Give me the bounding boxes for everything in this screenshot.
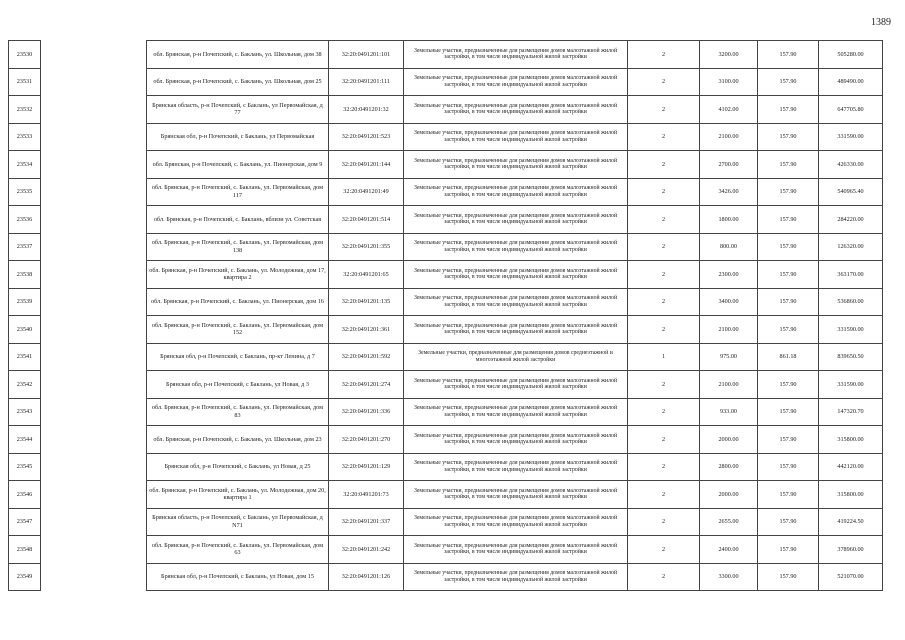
area-cell: 1800.00	[700, 206, 758, 234]
cadastral-number-cell: 32:20:0491201:32	[329, 96, 404, 124]
blank-column	[41, 206, 147, 234]
category-cell: 2	[628, 426, 700, 454]
blank-column	[41, 316, 147, 344]
table-row	[9, 68, 883, 96]
cadastral-number-cell: 32:20:0491201:126	[329, 563, 404, 591]
row-number: 23540	[9, 316, 41, 344]
area-cell: 2000.00	[700, 481, 758, 509]
rate-cell: 157.90	[758, 261, 819, 289]
rate-cell: 157.90	[758, 206, 819, 234]
address-cell: обл. Брянская, р-н Почепский, с. Баклань, ул. Школьная, дом 25	[147, 68, 329, 96]
category-cell: 2	[628, 563, 700, 591]
address-cell: Брянская обл, р-н Почепский, с Баклань, ул Новая, дом 15	[147, 563, 329, 591]
address-cell: обл. Брянская, р-н Почепский, с. Баклань, вблизи ул. Советская	[147, 206, 329, 234]
rate-cell: 157.90	[758, 151, 819, 179]
cost-cell: 442120.00	[819, 453, 883, 481]
address-cell: обл. Брянская, р-н Почепский, с. Баклань, ул. Молодежная, дом 20, квартира 1	[147, 481, 329, 509]
cost-cell: 540965.40	[819, 178, 883, 206]
category-cell: 2	[628, 316, 700, 344]
category-cell: 2	[628, 536, 700, 564]
land-use-cell: Земельные участки, предназначенные для размещения домов малоэтажной жилой застройки, в том числе индивидуальной жилой застройки	[404, 398, 628, 426]
category-cell: 2	[628, 206, 700, 234]
area-cell: 4102.00	[700, 96, 758, 124]
land-use-cell: Земельные участки, предназначенные для размещения домов малоэтажной жилой застройки, в том числе индивидуальной жилой застройки	[404, 563, 628, 591]
blank-column	[41, 151, 147, 179]
row-number: 23539	[9, 288, 41, 316]
cost-cell: 315800.00	[819, 481, 883, 509]
category-cell: 2	[628, 96, 700, 124]
area-cell: 2400.00	[700, 536, 758, 564]
rate-cell: 157.90	[758, 563, 819, 591]
cadastral-number-cell: 32:20:0491201:361	[329, 316, 404, 344]
category-cell: 1	[628, 343, 700, 371]
blank-column	[41, 343, 147, 371]
blank-column	[41, 261, 147, 289]
cadastral-number-cell: 32:20:0491201:337	[329, 508, 404, 536]
address-cell: обл. Брянская, р-н Почепский, с. Баклань, ул. Первомайская, дом 117	[147, 178, 329, 206]
area-cell: 3100.00	[700, 68, 758, 96]
cadastral-number-cell: 32:20:0491201:514	[329, 206, 404, 234]
area-cell: 2800.00	[700, 453, 758, 481]
rate-cell: 157.90	[758, 123, 819, 151]
rate-cell: 157.90	[758, 453, 819, 481]
table-row	[9, 316, 883, 344]
cost-cell: 284220.00	[819, 206, 883, 234]
table-row	[9, 398, 883, 426]
row-number: 23543	[9, 398, 41, 426]
cost-cell: 426330.00	[819, 151, 883, 179]
cost-cell: 315800.00	[819, 426, 883, 454]
rate-cell: 157.90	[758, 481, 819, 509]
blank-column	[41, 453, 147, 481]
address-cell: обл. Брянская, р-н Почепский, с. Баклань, ул. Первомайская, дом 63	[147, 536, 329, 564]
category-cell: 2	[628, 68, 700, 96]
land-use-cell: Земельные участки, предназначенные для размещения домов малоэтажной жилой застройки, в том числе индивидуальной жилой застройки	[404, 151, 628, 179]
category-cell: 2	[628, 508, 700, 536]
blank-column	[41, 536, 147, 564]
cadastral-number-cell: 32:20:0491201:592	[329, 343, 404, 371]
table-row	[9, 426, 883, 454]
area-cell: 3426.00	[700, 178, 758, 206]
table-row	[9, 563, 883, 591]
table-row	[9, 508, 883, 536]
cadastral-number-cell: 32:20:0491201:242	[329, 536, 404, 564]
table-row	[9, 206, 883, 234]
area-cell: 3200.00	[700, 41, 758, 69]
row-number: 23545	[9, 453, 41, 481]
area-cell: 2100.00	[700, 123, 758, 151]
cost-cell: 521070.00	[819, 563, 883, 591]
row-number: 23538	[9, 261, 41, 289]
area-cell: 800.00	[700, 233, 758, 261]
address-cell: обл. Брянская, р-н Почепский, с. Баклань, ул. Пионерская, дом 16	[147, 288, 329, 316]
row-number: 23532	[9, 96, 41, 124]
row-number: 23530	[9, 41, 41, 69]
area-cell: 2700.00	[700, 151, 758, 179]
blank-column	[41, 233, 147, 261]
address-cell: обл. Брянская, р-н Почепский, с. Баклань, ул. Первомайская, дом 138	[147, 233, 329, 261]
address-cell: обл. Брянская, р-н Почепский, с. Баклань, ул. Школьная, дом 38	[147, 41, 329, 69]
address-cell: Брянская область, р-н Почепский, с Баклань, ул Первомайская, д 77	[147, 96, 329, 124]
land-use-cell: Земельные участки, предназначенные для размещения домов малоэтажной жилой застройки, в том числе индивидуальной жилой застройки	[404, 288, 628, 316]
category-cell: 2	[628, 398, 700, 426]
cost-cell: 147320.70	[819, 398, 883, 426]
cost-cell: 126320.00	[819, 233, 883, 261]
land-use-cell: Земельные участки, предназначенные для размещения домов среднеэтажной и многоэтажной жилой застройки	[404, 343, 628, 371]
cadastral-number-cell: 32:20:0491201:270	[329, 426, 404, 454]
rate-cell: 157.90	[758, 398, 819, 426]
row-number: 23535	[9, 178, 41, 206]
cadastral-number-cell: 32:20:0491201:144	[329, 151, 404, 179]
blank-column	[41, 563, 147, 591]
rate-cell: 157.90	[758, 426, 819, 454]
cadastral-number-cell: 32:20:0491201:49	[329, 178, 404, 206]
land-use-cell: Земельные участки, предназначенные для размещения домов малоэтажной жилой застройки, в том числе индивидуальной жилой застройки	[404, 426, 628, 454]
cadastral-number-cell: 32:20:0491201:129	[329, 453, 404, 481]
row-number: 23548	[9, 536, 41, 564]
row-number: 23531	[9, 68, 41, 96]
land-use-cell: Земельные участки, предназначенные для размещения домов малоэтажной жилой застройки, в том числе индивидуальной жилой застройки	[404, 316, 628, 344]
land-use-cell: Земельные участки, предназначенные для размещения домов малоэтажной жилой застройки, в том числе индивидуальной жилой застройки	[404, 123, 628, 151]
rate-cell: 157.90	[758, 41, 819, 69]
land-use-cell: Земельные участки, предназначенные для размещения домов малоэтажной жилой застройки, в том числе индивидуальной жилой застройки	[404, 371, 628, 399]
cost-cell: 331590.00	[819, 371, 883, 399]
category-cell: 2	[628, 178, 700, 206]
table-row	[9, 453, 883, 481]
cost-cell: 489490.00	[819, 68, 883, 96]
area-cell: 3300.00	[700, 563, 758, 591]
blank-column	[41, 96, 147, 124]
cost-cell: 839650.50	[819, 343, 883, 371]
row-number: 23541	[9, 343, 41, 371]
table-row	[9, 233, 883, 261]
land-use-cell: Земельные участки, предназначенные для размещения домов малоэтажной жилой застройки, в том числе индивидуальной жилой застройки	[404, 233, 628, 261]
address-cell: обл. Брянская, р-н Почепский, с. Баклань, ул. Первомайская, дом 83	[147, 398, 329, 426]
table-row	[9, 96, 883, 124]
area-cell: 3400.00	[700, 288, 758, 316]
land-use-cell: Земельные участки, предназначенные для размещения домов малоэтажной жилой застройки, в том числе индивидуальной жилой застройки	[404, 206, 628, 234]
blank-column	[41, 41, 147, 69]
cost-cell: 419224.50	[819, 508, 883, 536]
rate-cell: 157.90	[758, 96, 819, 124]
page-number: 1389	[871, 17, 891, 28]
row-number: 23547	[9, 508, 41, 536]
cost-cell: 378960.00	[819, 536, 883, 564]
land-use-cell: Земельные участки, предназначенные для размещения домов малоэтажной жилой застройки, в том числе индивидуальной жилой застройки	[404, 178, 628, 206]
land-use-cell: Земельные участки, предназначенные для размещения домов малоэтажной жилой застройки, в том числе индивидуальной жилой застройки	[404, 536, 628, 564]
blank-column	[41, 508, 147, 536]
rate-cell: 157.90	[758, 68, 819, 96]
category-cell: 2	[628, 453, 700, 481]
blank-column	[41, 371, 147, 399]
area-cell: 2300.00	[700, 261, 758, 289]
table-row	[9, 178, 883, 206]
table-body	[9, 41, 883, 591]
land-use-cell: Земельные участки, предназначенные для размещения домов малоэтажной жилой застройки, в том числе индивидуальной жилой застройки	[404, 41, 628, 69]
blank-column	[41, 123, 147, 151]
cadastral-number-cell: 32:20:0491201:65	[329, 261, 404, 289]
cost-cell: 647705.80	[819, 96, 883, 124]
row-number: 23546	[9, 481, 41, 509]
rate-cell: 157.90	[758, 233, 819, 261]
blank-column	[41, 398, 147, 426]
table-row	[9, 41, 883, 69]
table-row	[9, 536, 883, 564]
cadastral-number-cell: 32:20:0491201:73	[329, 481, 404, 509]
area-cell: 2100.00	[700, 371, 758, 399]
blank-column	[41, 481, 147, 509]
address-cell: обл. Брянская, р-н Почепский, с. Баклань, ул. Школьная, дом 23	[147, 426, 329, 454]
cost-cell: 331590.00	[819, 123, 883, 151]
rate-cell: 861.18	[758, 343, 819, 371]
land-use-cell: Земельные участки, предназначенные для размещения домов малоэтажной жилой застройки, в том числе индивидуальной жилой застройки	[404, 96, 628, 124]
area-cell: 2100.00	[700, 316, 758, 344]
table-row	[9, 343, 883, 371]
cadastral-number-cell: 32:20:0491201:135	[329, 288, 404, 316]
rate-cell: 157.90	[758, 371, 819, 399]
blank-column	[41, 426, 147, 454]
address-cell: обл. Брянская, р-н Почепский, с. Баклань, ул. Пионерская, дом 9	[147, 151, 329, 179]
rate-cell: 157.90	[758, 536, 819, 564]
rate-cell: 157.90	[758, 178, 819, 206]
cost-cell: 536860.00	[819, 288, 883, 316]
address-cell: Брянская обл, р-н Почепский, с Баклань, ул Первомайская	[147, 123, 329, 151]
cadastral-number-cell: 32:20:0491201:274	[329, 371, 404, 399]
category-cell: 2	[628, 371, 700, 399]
cadastral-number-cell: 32:20:0491201:355	[329, 233, 404, 261]
blank-column	[41, 288, 147, 316]
area-cell: 2655.00	[700, 508, 758, 536]
row-number: 23542	[9, 371, 41, 399]
cadastral-number-cell: 32:20:0491201:523	[329, 123, 404, 151]
cadastral-number-cell: 32:20:0491201:336	[329, 398, 404, 426]
land-use-cell: Земельные участки, предназначенные для размещения домов малоэтажной жилой застройки, в том числе индивидуальной жилой застройки	[404, 68, 628, 96]
table-row	[9, 151, 883, 179]
category-cell: 2	[628, 261, 700, 289]
address-cell: обл. Брянская, р-н Почепский, с. Баклань, ул. Молодежная, дом 17, квартира 2	[147, 261, 329, 289]
rate-cell: 157.90	[758, 316, 819, 344]
land-use-cell: Земельные участки, предназначенные для размещения домов малоэтажной жилой застройки, в том числе индивидуальной жилой застройки	[404, 481, 628, 509]
category-cell: 2	[628, 123, 700, 151]
category-cell: 2	[628, 288, 700, 316]
table-row	[9, 371, 883, 399]
address-cell: Брянская обл, р-н Почепский, с Баклань, ул Новая, д 3	[147, 371, 329, 399]
table-row	[9, 481, 883, 509]
land-use-cell: Земельные участки, предназначенные для размещения домов малоэтажной жилой застройки, в том числе индивидуальной жилой застройки	[404, 453, 628, 481]
rate-cell: 157.90	[758, 288, 819, 316]
address-cell: Брянская обл, р-н Почепский, с Баклань, пр-кт Ленина, д 7	[147, 343, 329, 371]
blank-column	[41, 178, 147, 206]
address-cell: обл. Брянская, р-н Почепский, с. Баклань, ул. Первомайская, дом 152	[147, 316, 329, 344]
row-number: 23533	[9, 123, 41, 151]
row-number: 23536	[9, 206, 41, 234]
land-use-cell: Земельные участки, предназначенные для размещения домов малоэтажной жилой застройки, в том числе индивидуальной жилой застройки	[404, 261, 628, 289]
table-row	[9, 288, 883, 316]
land-use-cell: Земельные участки, предназначенные для размещения домов малоэтажной жилой застройки, в том числе индивидуальной жилой застройки	[404, 508, 628, 536]
area-cell: 2000.00	[700, 426, 758, 454]
rate-cell: 157.90	[758, 508, 819, 536]
area-cell: 933.00	[700, 398, 758, 426]
row-number: 23544	[9, 426, 41, 454]
row-number: 23537	[9, 233, 41, 261]
category-cell: 2	[628, 233, 700, 261]
table-row	[9, 261, 883, 289]
cost-cell: 505280.00	[819, 41, 883, 69]
row-number: 23534	[9, 151, 41, 179]
cost-cell: 331590.00	[819, 316, 883, 344]
cost-cell: 363170.00	[819, 261, 883, 289]
cadastral-number-cell: 32:20:0491201:111	[329, 68, 404, 96]
cadastral-number-cell: 32:20:0491201:101	[329, 41, 404, 69]
category-cell: 2	[628, 481, 700, 509]
cadastral-value-table	[8, 40, 883, 591]
row-number: 23549	[9, 563, 41, 591]
area-cell: 975.00	[700, 343, 758, 371]
category-cell: 2	[628, 41, 700, 69]
table-row	[9, 123, 883, 151]
blank-column	[41, 68, 147, 96]
address-cell: Брянская область, р-н Почепский, с Баклань, ул Первомайская, д N71	[147, 508, 329, 536]
address-cell: Брянская обл, р-н Почепский, с Баклань, ул Новая, д 25	[147, 453, 329, 481]
category-cell: 2	[628, 151, 700, 179]
